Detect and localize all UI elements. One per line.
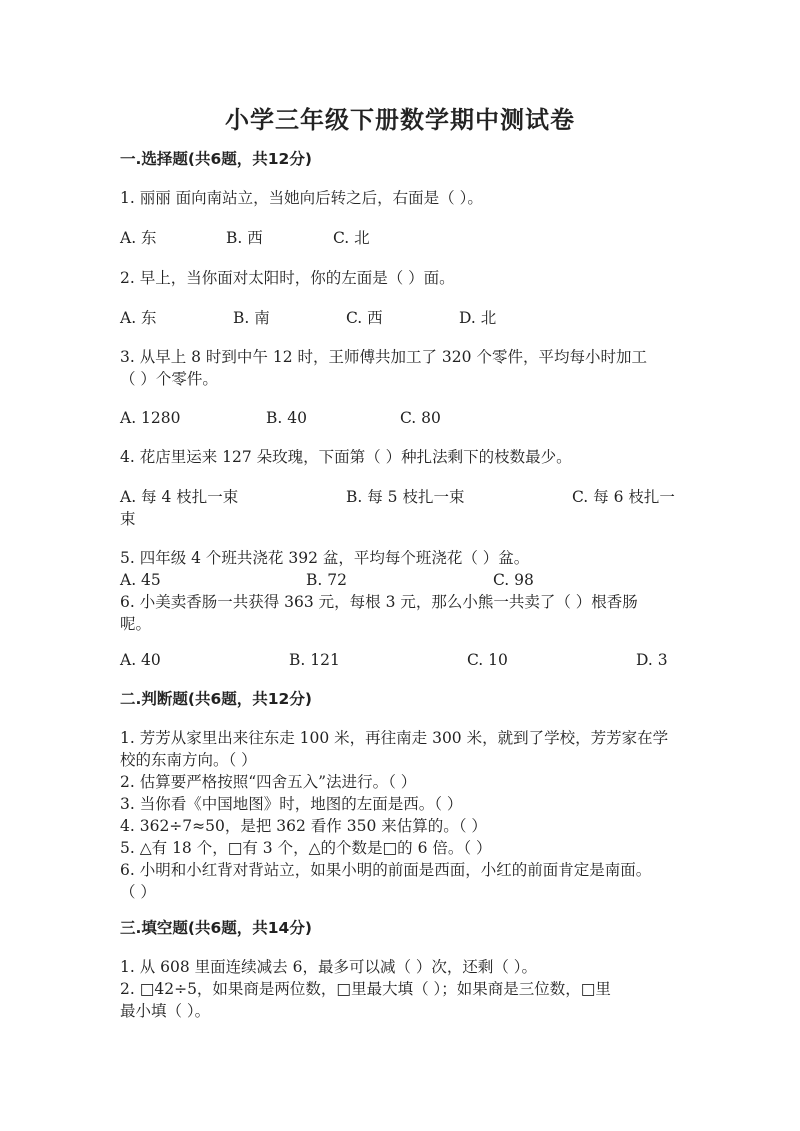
question-stem: 呢。 (120, 615, 152, 633)
option: C. 每 6 枝扎一 (572, 488, 675, 506)
section-heading: 一.选择题(共6题，共12分) (120, 150, 312, 168)
question-stem: 2. 早上，当你面对太阳时，你的左面是（ ）面。 (120, 269, 455, 287)
statement-line: 4. 362÷7≈50，是把 362 看作 350 来估算的。（ ） (120, 817, 487, 835)
fill-line: 最小填（ ）。 (120, 1002, 211, 1020)
statement-line: 1. 芳芳从家里出来往东走 100 米，再往南走 300 米，就到了学校，芳芳家在学 (120, 729, 669, 747)
option: C. 西 (346, 309, 383, 327)
option: A. 东 (120, 229, 157, 247)
option: C. 80 (400, 409, 441, 427)
option: B. 西 (226, 229, 263, 247)
question-stem: （ ）个零件。 (120, 370, 218, 388)
statement-line: 2. 估算要严格按照“四舍五入”法进行。（ ） (120, 773, 417, 791)
option: D. 北 (459, 309, 497, 327)
section-heading: 三.填空题(共6题，共14分) (120, 919, 312, 937)
option: A. 45 (120, 571, 161, 589)
statement-line: 校的东南方向。（ ） (120, 751, 257, 769)
option: C. 98 (493, 571, 534, 589)
fill-line: 1. 从 608 里面连续减去 6，最多可以减（ ）次，还剩（ ）。 (120, 958, 538, 976)
option: B. 121 (289, 651, 340, 669)
option-wrap: 束 (120, 510, 136, 528)
statement-line: 5. △有 18 个，□有 3 个，△的个数是□的 6 倍。（ ） (120, 839, 492, 857)
option: B. 40 (266, 409, 307, 427)
option: A. 每 4 枝扎一束 (120, 488, 239, 506)
question-stem: 5. 四年级 4 个班共浇花 392 盆，平均每个班浇花（ ）盆。 (120, 549, 530, 567)
question-stem: 4. 花店里运来 127 朵玫瑰，下面第（ ）种扎法剩下的枝数最少。 (120, 448, 572, 466)
page-title: 小学三年级下册数学期中测试卷 (225, 105, 575, 134)
question-stem: 6. 小美卖香肠一共获得 363 元，每根 3 元，那么小熊一共卖了（ ）根香肠 (120, 593, 638, 611)
section-heading: 二.判断题(共6题，共12分) (120, 690, 312, 708)
option: B. 南 (233, 309, 270, 327)
option: D. 3 (636, 651, 668, 669)
statement-line: 3. 当你看《中国地图》时，地图的左面是西。（ ） (120, 795, 463, 813)
question-stem: 3. 从早上 8 时到中午 12 时，王师傅共加工了 320 个零件，平均每小时加工 (120, 348, 647, 366)
option: B. 每 5 枝扎一束 (346, 488, 465, 506)
option: A. 1280 (120, 409, 181, 427)
option: A. 东 (120, 309, 157, 327)
option: C. 10 (467, 651, 508, 669)
option: A. 40 (120, 651, 161, 669)
fill-line: 2. □42÷5，如果商是两位数，□里最大填（ ）；如果商是三位数，□里 (120, 980, 611, 998)
statement-line: （ ） (120, 883, 156, 901)
option: B. 72 (306, 571, 347, 589)
option: C. 北 (333, 229, 370, 247)
statement-line: 6. 小明和小红背对背站立，如果小明的前面是西面，小红的前面肯定是南面。 (120, 861, 652, 879)
question-stem: 1. 丽丽 面向南站立，当她向后转之后，右面是（ ）。 (120, 189, 483, 207)
